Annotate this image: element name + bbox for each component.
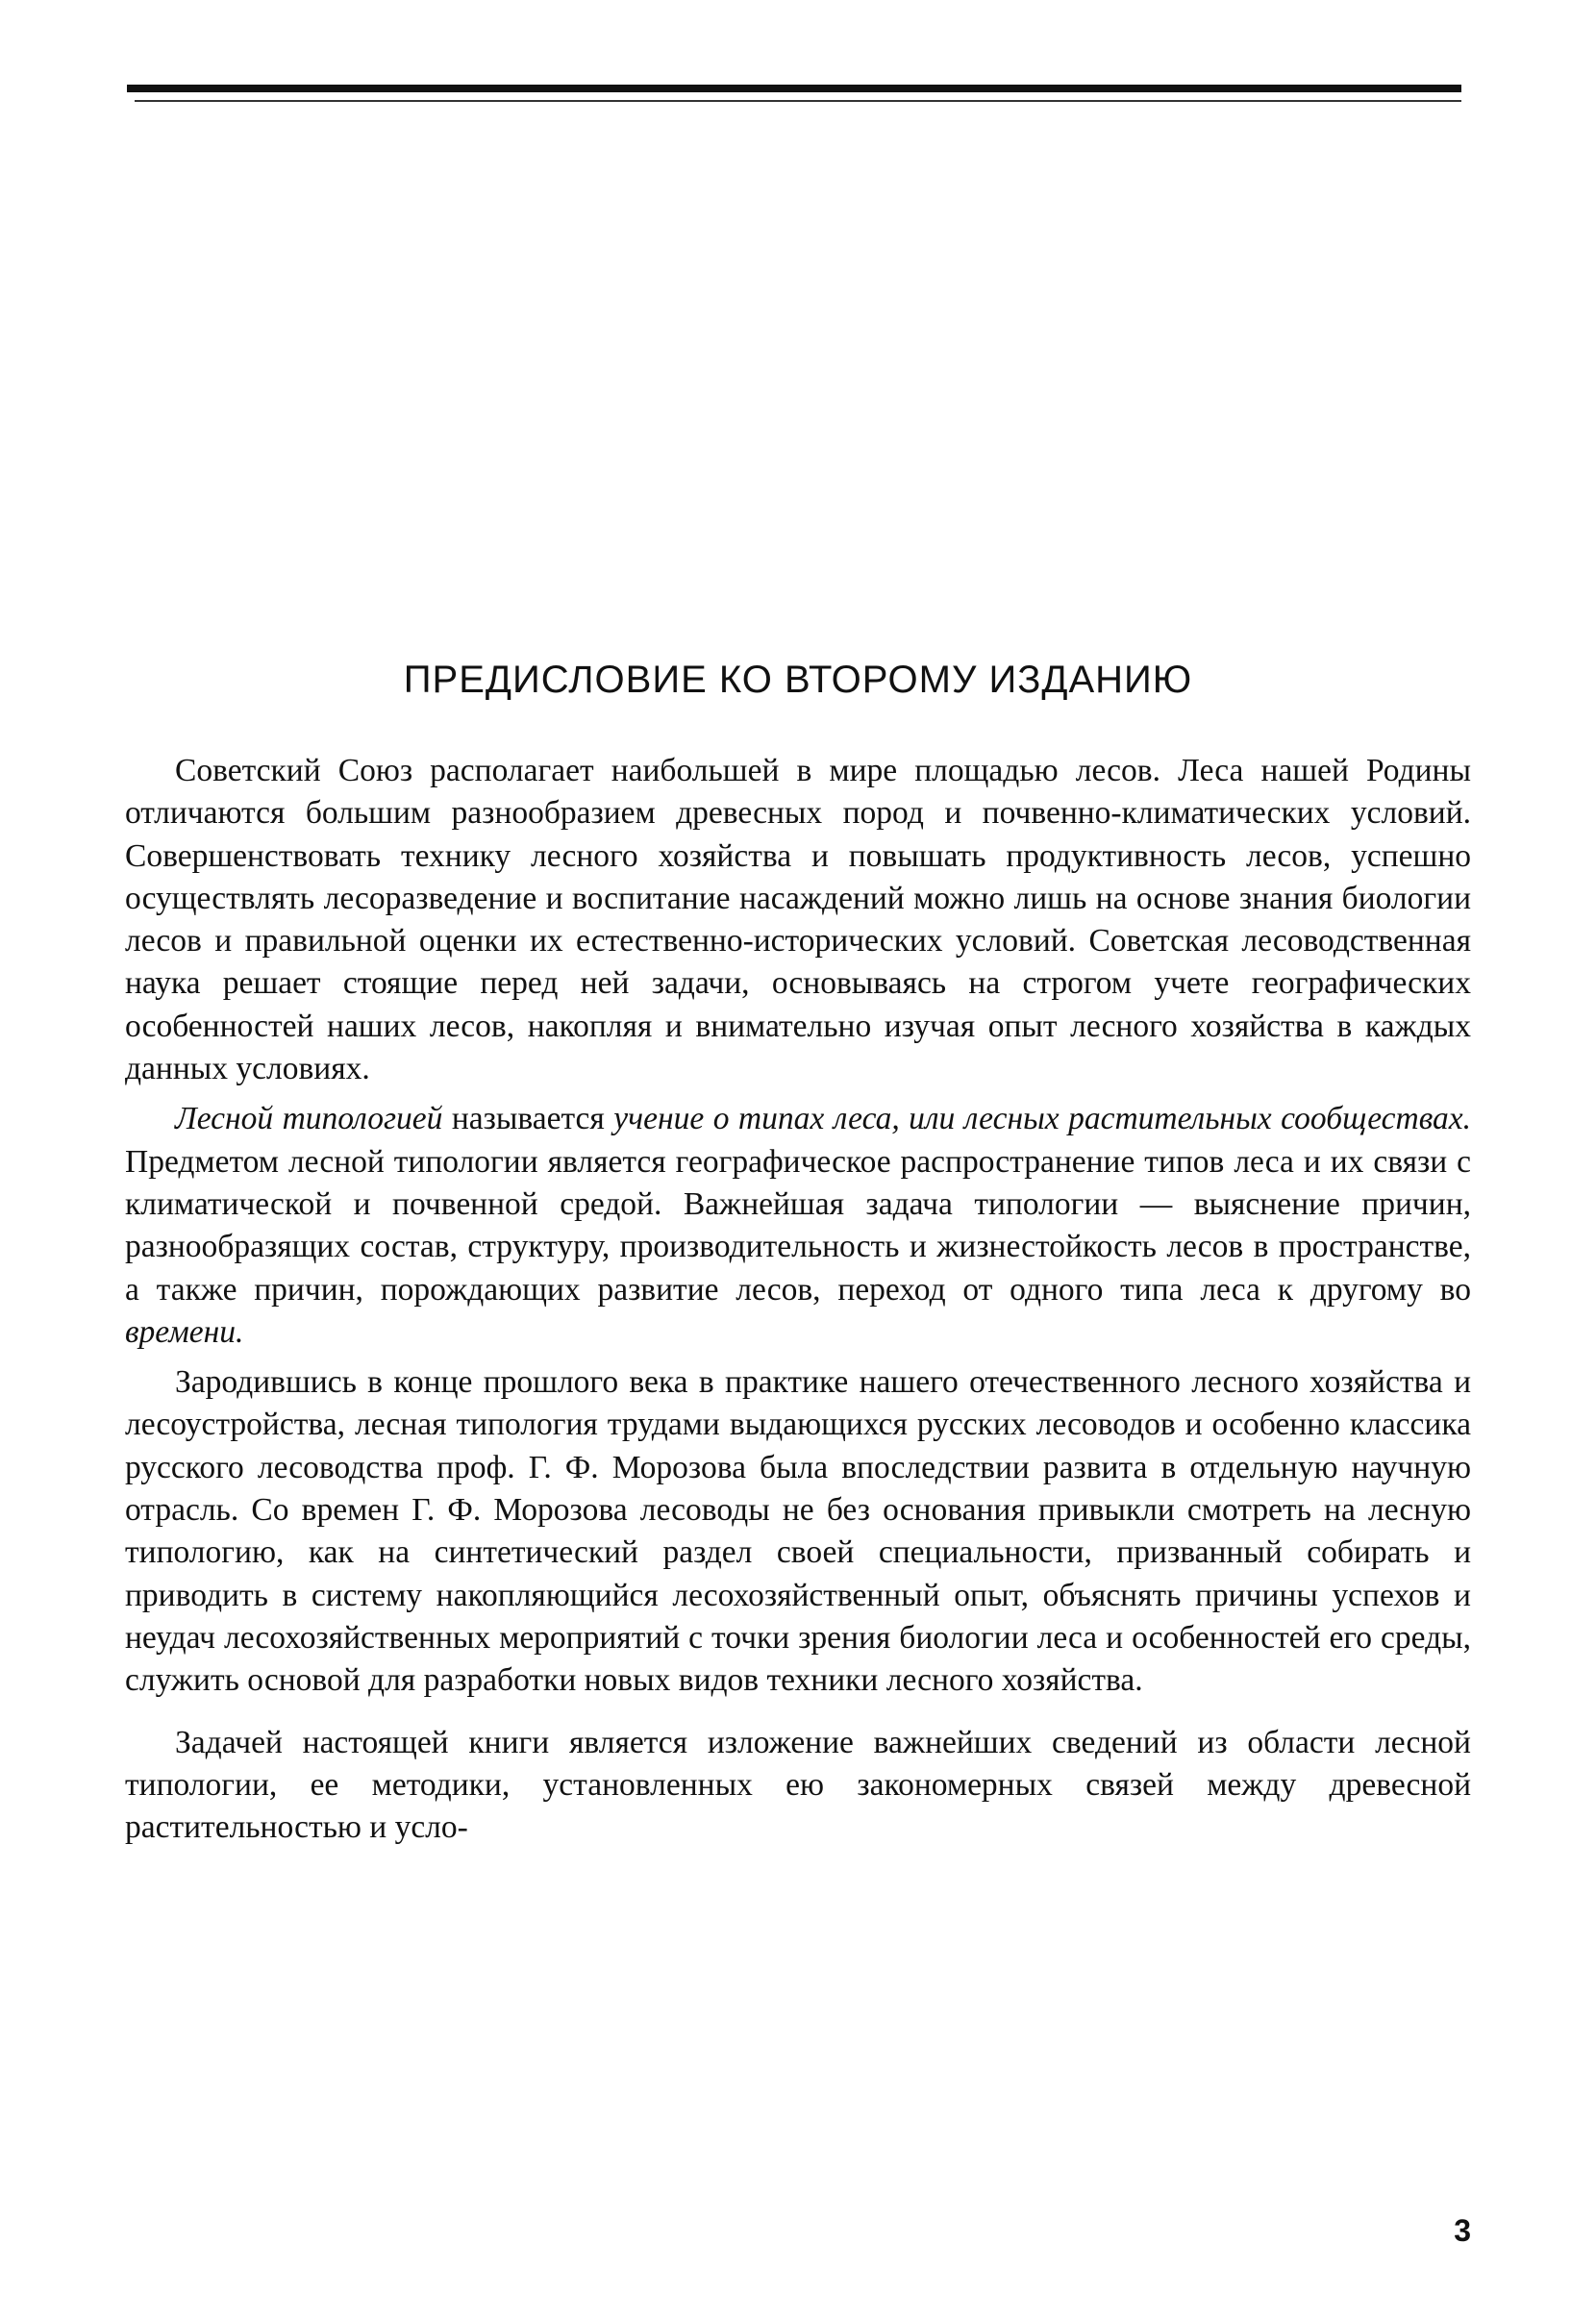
page-heading: ПРЕДИСЛОВИЕ КО ВТОРОМУ ИЗДАНИЮ [403, 659, 1193, 701]
paragraph-4: Задачей настоящей книги является изложение важнейших сведений из области лесной типологии, ее методики, установленных ею закономерных связей между древесной растительностью и усло- [125, 1724, 1471, 1846]
body-text [125, 750, 1471, 1857]
paragraph-2-verb: называется [442, 1101, 614, 1137]
paragraph-3: Зародившись в конце прошлого века в практике нашего отечественного лесного хозяйства и лесоустройства, лесная типология трудами выдающихся русских лесоводов и особенно классика русского лесоводства проф. Г. Ф. Морозова была впоследствии развита в отдельную научную отрасль. Со времен Г. Ф. Морозова лесоводы не без основания привыкли смотреть на лесную типологию, как на синтетический раздел своей специальности, призванный собирать и приводить в систему накопляющийся лесохозяйственный опыт, объяснять причины успехов и неудач лесохозяйственных мероприятий с точки зрения биологии леса и особенностей его среды, служить основой для разработки новых видов техники лесного хозяйства. [125, 1364, 1471, 1699]
paragraph-2-text: Предметом лесной типологии является географическое распространение типов леса и их связи с климатической и почвенной средой. Важнейшая задача типологии — выяснение причин, разнообразящих состав, структуру, производительность и жизнестойкость лесов в пространстве, а также причин, порождающих развитие лесов, переход от одного типа леса к другому во [125, 1143, 1471, 1308]
definition-forest-typology: учение о типах леса, или лесных растительных сообществах. [613, 1101, 1471, 1137]
term-forest-typology: Лесной типологией [175, 1101, 443, 1137]
top-rule-thin [135, 100, 1461, 102]
paragraph-2 [125, 1098, 1471, 1354]
top-rule [127, 85, 1461, 92]
page-number: 3 [1454, 2213, 1471, 2248]
paragraph-1: Советский Союз располагает наибольшей в мире площадью лесов. Леса нашей Родины отличаются большим разнообразием древесных пород и почвенно-климатических условий. Совершенствовать технику лесного хозяйства и повышать продуктивность лесов, успешно осуществлять лесоразведение и воспитание насаждений можно лишь на основе знания биологии лесов и правильной оценки их естественно-исторических условий. Советская лесоводственная наука решает стоящие перед ней задачи, основываясь на строгом учете географических особенностей наших лесов, накопляя и внимательно изучая опыт лесного хозяйства в каждых данных условиях. [125, 753, 1471, 1087]
paragraph-2-end: времени. [125, 1313, 244, 1350]
